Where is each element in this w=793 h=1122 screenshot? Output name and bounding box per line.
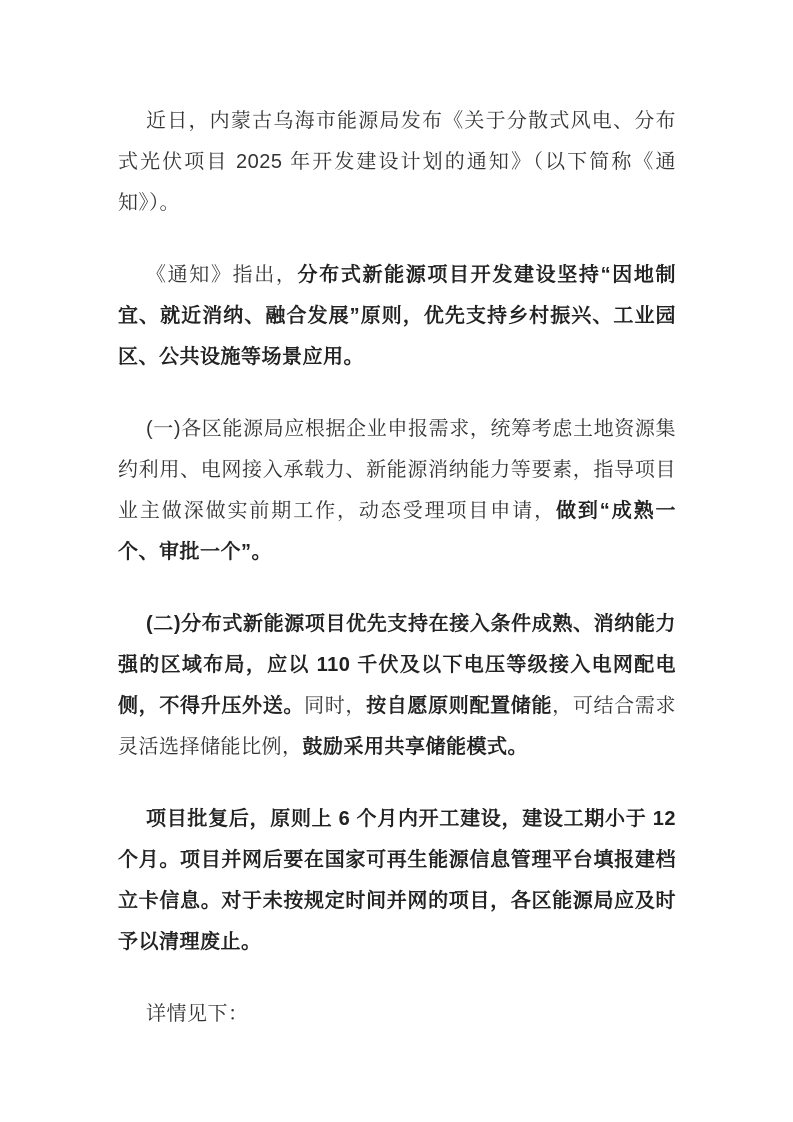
text-run: 详情见下： [146,1003,249,1025]
paragraph [118,994,676,1035]
text-run: (一)各区能源局应根据企业申报需求，统筹考虑土地资源集约利用、电网接入承载力、新能源消纳能力等要素，指导项目业主做深做实前期工作，动态受理项目申请， [118,418,676,522]
text-run: 项目批复后，原则上 6 个月内开工建设，建设工期小于 12 个月。项目并网后要在国家可再生能源信息管理平台填报建档立卡信息。对于未按规定时间并网的项目，各区能源局应及时予以清理废止。 [118,808,676,953]
paragraph [118,101,676,224]
text-run: 同时， [304,695,367,717]
text-run: 按自愿原则配置储能 [366,695,553,717]
text-run: 《通知》指出， [146,264,298,286]
text-run: (二)分布式新能源项目优先支持在接入条件成熟、消纳能力强的区域布局，应以 110 千伏及以下电压等级接入电网配电侧，不得升压外送。 [118,613,676,717]
text-run: 做到“成熟一个、审批一个”。 [118,500,677,563]
text-run: 近日，内蒙古乌海市能源局发布《关于分散式风电、分布式光伏项目 2025 年开发建设计划的通知》（以下简称《通知》）。 [118,110,676,214]
paragraph [118,604,676,768]
text-run: 鼓励采用共享储能模式。 [302,736,528,758]
article-body [118,101,676,1066]
paragraph [118,799,676,963]
text-run: ，可结合需求灵活选择储能比例， [118,695,677,758]
paragraph [118,409,676,573]
text-run: 分布式新能源项目开发建设坚持“因地制宜、就近消纳、融合发展”原则，优先支持乡村振兴、工业园区、公共设施等场景应用。 [118,264,677,368]
paragraph [118,255,676,378]
